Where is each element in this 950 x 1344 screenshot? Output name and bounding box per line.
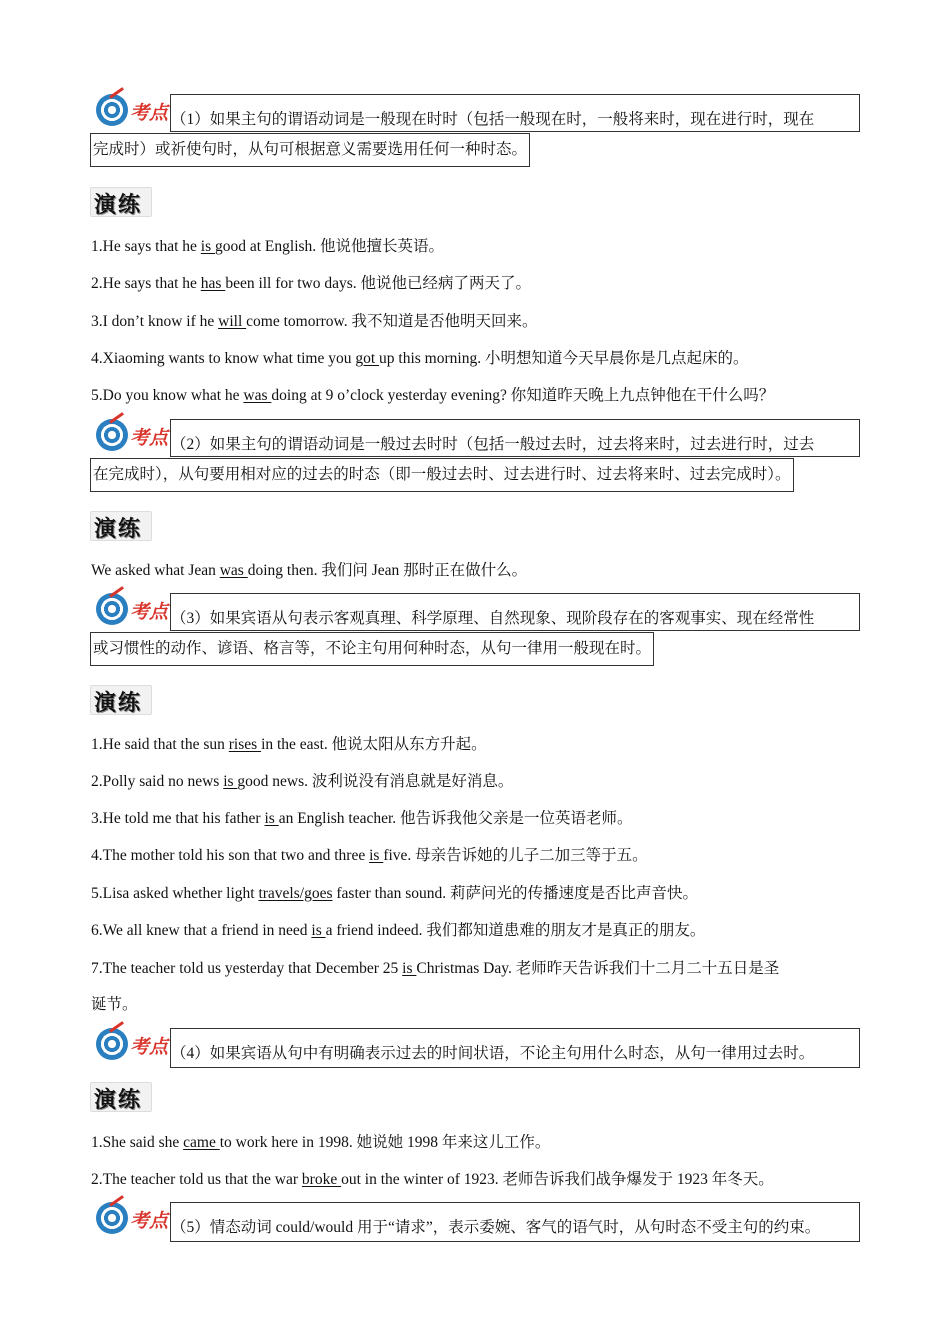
exercise-line: 5.Do you know what he was doing at 9 o’clock yesterday evening? 你知道昨天晚上九点钟他在干什么吗？ xyxy=(91,387,775,404)
kaodian-label: 考点 xyxy=(130,102,169,124)
practice-tag-icon xyxy=(90,187,156,219)
target-icon xyxy=(94,591,174,631)
practice-tag-icon xyxy=(90,685,156,717)
kaodian-text-line1: （1）如果主句的谓语动词是一般现在时时（包括一般现在时，一般将来时，现在进行时，现在 xyxy=(170,94,860,132)
exercise-line: We asked what Jean was doing then. 我们问 Jean 那时正在做什么。 xyxy=(91,562,528,579)
exercise-line: 6.We all knew that a friend in need is a friend indeed. 我们都知道患难的朋友才是真正的朋友。 xyxy=(91,922,706,939)
exercise-line: 2.Polly said no news is good news. 波利说没有消息就是好消息。 xyxy=(91,773,514,790)
practice-label: 演练 xyxy=(94,193,143,218)
exercise-line: 2.The teacher told us that the war broke out in the winter of 1923. 老师告诉我们战争爆发于 1923 年冬天。 xyxy=(91,1171,774,1188)
target-icon xyxy=(94,1200,174,1240)
target-icon xyxy=(94,1026,174,1066)
target-icon xyxy=(94,92,174,132)
practice-label: 演练 xyxy=(94,1088,143,1113)
exercise-line: 诞节。 xyxy=(91,996,138,1013)
kaodian-label: 考点 xyxy=(130,427,169,449)
kaodian-text-line1: （5）情态动词 could/would 用于“请求”，表示委婉、客气的语气时，从句时态不受主句的约束。 xyxy=(170,1202,860,1242)
practice-label: 演练 xyxy=(94,691,143,716)
kaodian-label: 考点 xyxy=(130,1036,169,1058)
practice-label: 演练 xyxy=(94,517,143,542)
kaodian-text-line2: 或习惯性的动作、谚语、格言等，不论主句用何种时态，从句一律用一般现在时。 xyxy=(90,632,654,666)
kaodian-text-line1: （2）如果主句的谓语动词是一般过去时时（包括一般过去时，过去将来时，过去进行时，过去 xyxy=(170,419,860,457)
exercise-line: 5.Lisa asked whether light travels/goes faster than sound. 莉萨问光的传播速度是否比声音快。 xyxy=(91,885,699,902)
practice-tag-icon xyxy=(90,1082,156,1114)
exercise-line: 1.She said she came to work here in 1998. 她说她 1998 年来这儿工作。 xyxy=(91,1134,551,1151)
kaodian-text-line2: 完成时）或祈使句时，从句可根据意义需要选用任何一种时态。 xyxy=(90,133,530,167)
kaodian-label: 考点 xyxy=(130,1210,169,1232)
exercise-line: 3.He told me that his father is an English teacher. 他告诉我他父亲是一位英语老师。 xyxy=(91,810,633,827)
practice-tag-icon xyxy=(90,511,156,543)
exercise-line: 1.He says that he is good at English. 他说他擅长英语。 xyxy=(91,238,445,255)
target-icon xyxy=(94,417,174,457)
kaodian-text-line1: （4）如果宾语从句中有明确表示过去的时间状语，不论主句用什么时态，从句一律用过去时。 xyxy=(170,1028,860,1068)
exercise-line: 4.Xiaoming wants to know what time you got up this morning. 小明想知道今天早晨你是几点起床的。 xyxy=(91,350,749,367)
kaodian-text-line2: 在完成时），从句要用相对应的过去的时态（即一般过去时、过去进行时、过去将来时、过去完成时）。 xyxy=(90,458,794,492)
kaodian-label: 考点 xyxy=(130,601,169,623)
exercise-line: 7.The teacher told us yesterday that December 25 is Christmas Day. 老师昨天告诉我们十二月二十五日是圣 xyxy=(91,960,780,977)
exercise-line: 4.The mother told his son that two and three is five. 母亲告诉她的儿子二加三等于五。 xyxy=(91,847,648,864)
kaodian-text-line1: （3）如果宾语从句表示客观真理、科学原理、自然现象、现阶段存在的客观事实、现在经常性 xyxy=(170,593,860,631)
exercise-line: 2.He says that he has been ill for two days. 他说他已经病了两天了。 xyxy=(91,275,531,292)
exercise-line: 1.He said that the sun rises in the east. 他说太阳从东方升起。 xyxy=(91,736,487,753)
exercise-line: 3.I don’t know if he will come tomorrow. 我不知道是否他明天回来。 xyxy=(91,313,538,330)
